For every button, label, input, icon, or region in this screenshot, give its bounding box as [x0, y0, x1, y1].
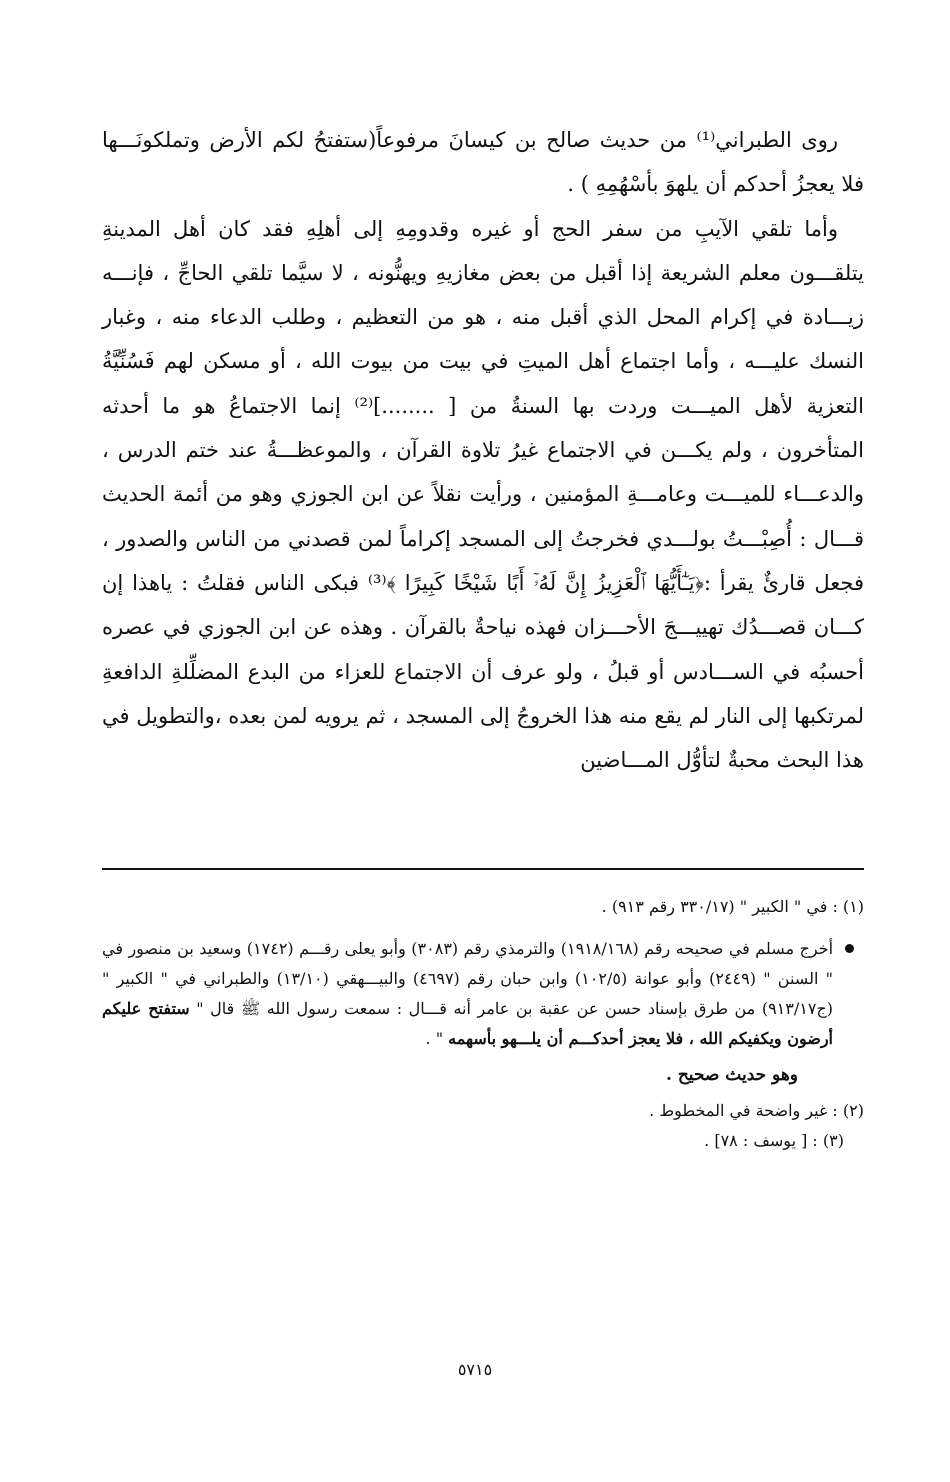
page-number: ٥٧١٥: [457, 1360, 493, 1379]
footnote-divider: [102, 868, 864, 870]
paragraph-2: وأما تلقي الآيبِ من سفر الحج أو غيره وقدومِهِ إلى أهلِهِ فقد كان أهل المدينةِ يتلقـــون معلم الشريعة إذا أقبل من بعض مغازيهِ ويهنُّونه ، لا سيَّما تلقي الحاجِّ ، فإنـــه زيـــادة في إكرام المحل الذي أقبل منه ، هو من التعظيم ، وطلب الدعاء منه ، وغبار النسك عليـــه ، وأما اجتماع أهل الميتِ في بيت من بيوت الله ، أو مسكن لهم فَسُنِّيَّةُ التعزية لأهل الميـــت وردت بها السنةُ من [ ........]⁽²⁾ إنما الاجتماعُ هو ما أحدثه المتأخرون ، ولم يكـــن في الاجتماع غيرُ تلاوة القرآن ، والموعظـــةُ عند ختم الدرس ، والدعـــاء للميـــت وعامـــةِ المؤمنين ، ورأيت نقلاً عن ابن الجوزي وهو من أئمة الحديث قـــال : أُصِبْـــتُ بولـــدي فخرجتُ إلى المسجد إكراماً لمن قصدني من الناس والصدور ، فجعل قارئٌ يقرأ :﴿يَـٰٓأَيُّهَا ٱلْعَزِيزُ إِنَّ لَهُۥٓ أَبًا شَيْخًا كَبِيرًا ﴾⁽³⁾ فبكى الناس فقلتُ : ياهذا إن كـــان قصـــدُك تهييـــجَ الأحـــزان فهذه نياحةٌ بالقرآن . وهذه عن ابن الجوزي في عصره أحسبُه في الســـادس أو قبلُ ، ولو عرف أن الاجتماع للعزاء من البدع المضلِّلةِ الدافعةِ لمرتكبها إلى النار لم يقع منه هذا الخروجُ إلى المسجد ، ثم يرويه لمن بعده ،والتطويل في هذا البحث محبةٌ لتأوُّل المـــاضين: [102, 216, 865, 773]
footnote-1-detail: [102, 934, 864, 1054]
footnote-3: (٣) : [ يوسف : ٧٨] .: [704, 1131, 844, 1150]
footnote-1-verdict: وهو حديث صحيح .: [666, 1065, 798, 1085]
footnotes: [102, 892, 864, 1156]
footnote-1: (١) : في " الكبير " (٣٣٠/١٧ رقم ٩١٣) .: [601, 897, 864, 916]
bullet-icon: [845, 944, 854, 953]
main-text: [102, 118, 864, 782]
paragraph-1: روى الطبراني⁽¹⁾ من حديث صالح بن كيسانَ مرفوعاً(ستفتحُ لكم الأرض وتملكونَـــها فلا يعجزُ أحدكم أن يلهوَ بأسْهُمِهِ ) .: [102, 128, 864, 197]
footnote-2: (٢) : غير واضحة في المخطوط .: [649, 1101, 864, 1120]
footnote-1-detail-text: [102, 934, 833, 1054]
footnote-1-detail-bold: ستفتح عليكم أرضون ويكفيكم الله ، فلا يعجز أحدكـــم أن يلـــهو بأسهمه: [102, 999, 833, 1048]
footnote-1-detail-plain: أخرج مسلم في صحيحه رقم (١٩١٨/١٦٨) والترمذي رقم (٣٠٨٣) وأبو يعلى رقـــم (١٧٤٢) وسعيد بن منصور في " السنن " (٢٤٤٩) وأبو عوانة (١٠٢/٥) وابن حبان رقم (٤٦٩٧) والبيـــهقي (١٣/١٠) والطبراني في " الكبير " (ج٩١٣/١٧) من طرق بإسناد حسن عن عقبة بن عامر أنه قـــال : سمعت رسول الله ﷺ قال ": [102, 939, 834, 1018]
footnote-1-detail-end: " .: [425, 1029, 444, 1048]
